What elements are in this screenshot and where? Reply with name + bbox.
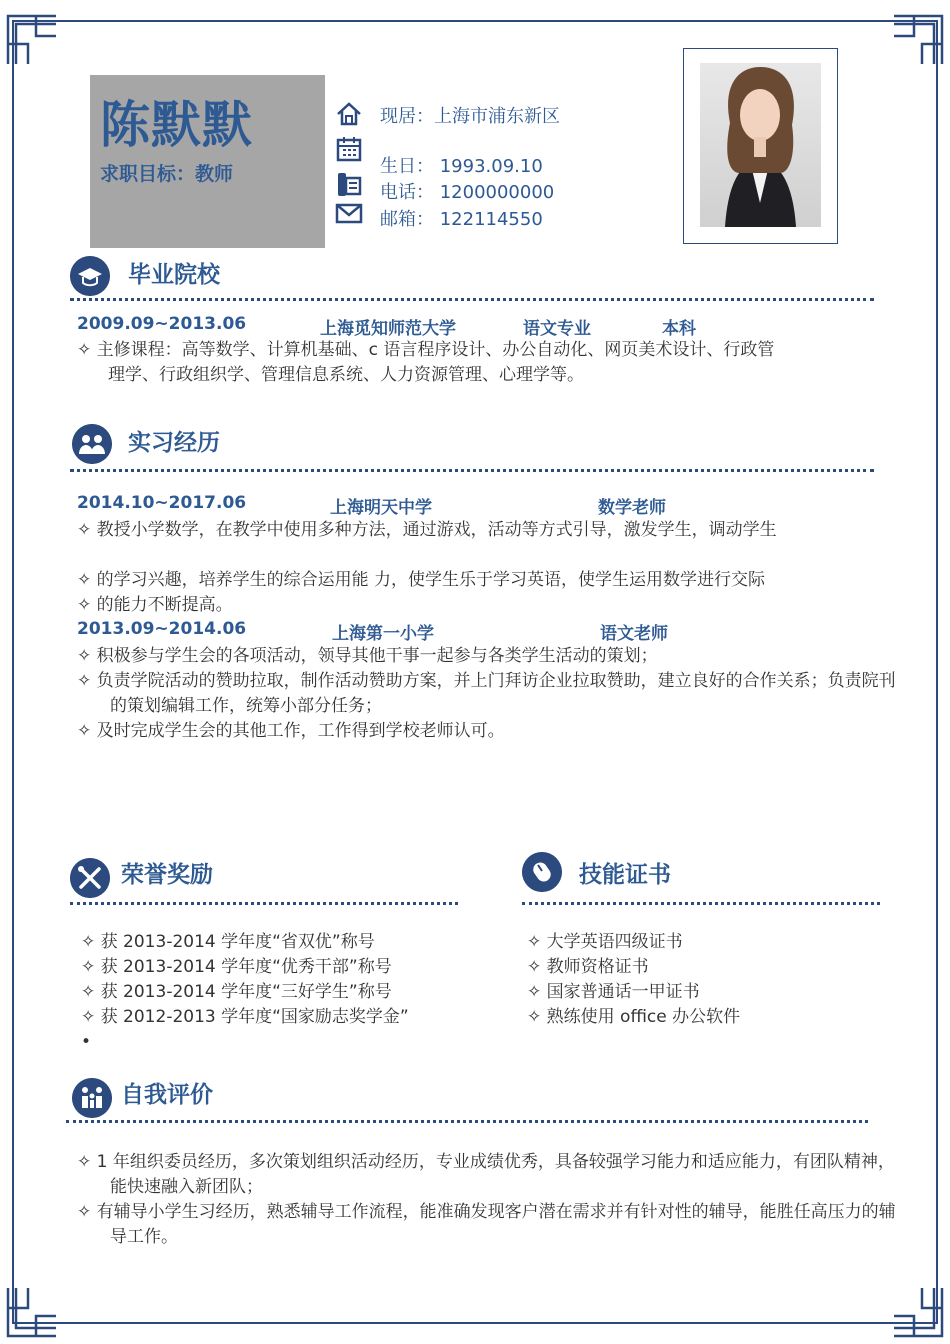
phone-text: 电话： 1200000000 — [380, 182, 555, 203]
profile-photo — [700, 63, 821, 227]
photo-frame — [683, 48, 838, 244]
section-divider — [70, 469, 874, 472]
job-duty: ✧ 积极参与学生会的各项活动，领导其他干事一起参与各类学生活动的策划； — [77, 646, 658, 666]
internship-title: 实习经历 — [128, 430, 220, 456]
graduation-cap-icon — [70, 256, 110, 296]
job-duty: ✧ 及时完成学生会的其他工作，工作得到学校老师认可。 — [77, 721, 505, 741]
phone-icon — [335, 170, 363, 198]
job-role: 语文老师 — [600, 624, 668, 644]
corner-ornament-icon — [6, 1286, 58, 1338]
birthday-text: 生日： 1993.09.10 — [380, 156, 543, 177]
job-duty: ✧ 负责学院活动的赞助拉取，制作活动赞助方案，并上门拜访企业拉取赞助，建立良好的合作关系；负责院刊的策划编辑工作，统筹小部分任务； — [77, 671, 896, 716]
self-eval-item: ✧ 有辅导小学生习经历，熟悉辅导工作流程，能准确发现客户潜在需求并有针对性的辅导，能胜任高压力的辅导工作。 — [77, 1202, 896, 1247]
tools-icon — [70, 858, 110, 898]
honor-item: ✧ 获 2013-2014 学年度“省双优”称号 — [81, 932, 375, 952]
job-target: 求职目标：教师 — [100, 163, 234, 185]
job-period: 2014.10~2017.06 — [77, 493, 247, 513]
education-period: 2009.09~2013.06 — [77, 314, 247, 334]
email-text: 邮箱： 122114550 — [380, 209, 543, 230]
job-duty: ✧ 的学习兴趣，培养学生的综合运用能 力，使学生乐于学习英语，使学生运用数学进行交际 — [77, 570, 766, 590]
job-role: 数学老师 — [598, 498, 666, 518]
job-duty: ✧ 教授小学数学，在教学中使用多种方法，通过游戏，活动等方式引导，激发学生，调动学生 — [77, 520, 777, 540]
honor-item: ✧ 获 2013-2014 学年度“三好学生”称号 — [81, 982, 392, 1002]
job-org: 上海明天中学 — [330, 498, 432, 518]
job-duty: ✧ 的能力不断提高。 — [77, 595, 233, 615]
name-box — [90, 75, 325, 248]
courses-line: ✧ 主修课程：高等数学、计算机基础、c 语言程序设计、办公自动化、网页美术设计、行政管 — [77, 340, 775, 360]
honor-item: ✧ 获 2012-2013 学年度“国家励志奖学金” — [81, 1007, 409, 1027]
skill-item: ✧ 熟练使用 office 办公软件 — [527, 1007, 741, 1027]
residence-text: 现居：上海市浦东新区 — [380, 106, 560, 127]
education-title: 毕业院校 — [128, 262, 220, 288]
honors-title: 荣誉奖励 — [121, 862, 213, 888]
corner-ornament-icon — [892, 1286, 944, 1338]
empty-bullet: • — [81, 1032, 92, 1052]
skills-title: 技能证书 — [579, 862, 671, 888]
corner-ornament-icon — [892, 14, 944, 66]
education-major: 语文专业 — [523, 319, 591, 339]
courses-line: 理学、行政组织学、管理信息系统、人力资源管理、心理学等。 — [108, 365, 584, 385]
self-eval-item: ✧ 1 年组织委员经历，多次策划组织活动经历，专业成绩优秀，具备较强学习能力和适应能力，有团队精神，能快速融入新团队； — [77, 1152, 895, 1197]
section-divider — [70, 902, 458, 905]
job-period: 2013.09~2014.06 — [77, 619, 247, 639]
job-org: 上海第一小学 — [332, 624, 434, 644]
section-divider — [522, 902, 880, 905]
skill-item: ✧ 大学英语四级证书 — [527, 932, 683, 952]
skill-item: ✧ 教师资格证书 — [527, 957, 649, 977]
education-degree: 本科 — [662, 319, 696, 339]
home-icon — [335, 100, 363, 128]
section-divider — [70, 298, 874, 301]
section-divider — [66, 1120, 868, 1123]
corner-ornament-icon — [6, 14, 58, 66]
family-icon — [72, 1078, 112, 1118]
candidate-name: 陈默默 — [100, 96, 253, 154]
honor-item: ✧ 获 2013-2014 学年度“优秀干部”称号 — [81, 957, 392, 977]
mail-icon — [335, 200, 363, 228]
calendar-icon — [335, 135, 363, 163]
education-school: 上海觅知师范大学 — [320, 319, 456, 339]
skill-item: ✧ 国家普通话一甲证书 — [527, 982, 700, 1002]
self-eval-title: 自我评价 — [121, 1082, 213, 1108]
people-icon — [72, 424, 112, 464]
mouse-icon — [522, 852, 562, 892]
